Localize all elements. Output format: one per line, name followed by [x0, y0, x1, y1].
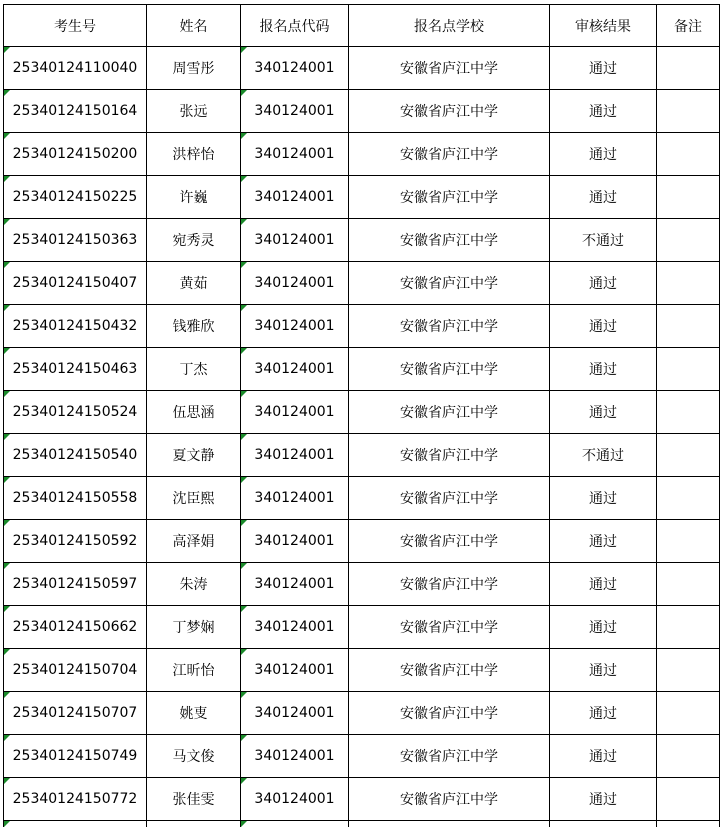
table-row: [4, 778, 720, 821]
cell-site-code[interactable]: 340124001: [241, 219, 349, 262]
cell-name[interactable]: 江昕怡: [147, 649, 241, 692]
cell-site-code[interactable]: 340124001: [241, 735, 349, 778]
cell-site-code[interactable]: 340124001: [241, 90, 349, 133]
cell-review-result[interactable]: [550, 821, 657, 827]
cell-note[interactable]: [657, 47, 720, 90]
cell-note[interactable]: [657, 735, 720, 778]
table-row: [4, 434, 720, 477]
cell-review-result[interactable]: 不通过: [550, 219, 657, 262]
cell-candidate-id[interactable]: 25340124150772: [4, 778, 147, 821]
cell-review-result[interactable]: 不通过: [550, 434, 657, 477]
cell-name[interactable]: 张佳雯: [147, 778, 241, 821]
review-results-table: [3, 4, 720, 827]
cell-review-result[interactable]: 通过: [550, 90, 657, 133]
table-row: [4, 821, 720, 827]
cell-candidate-id[interactable]: 25340124150200: [4, 133, 147, 176]
table-row: [4, 133, 720, 176]
table-row: [4, 606, 720, 649]
table-row: [4, 391, 720, 434]
cell-candidate-id[interactable]: 25340124150164: [4, 90, 147, 133]
cell-review-result[interactable]: 通过: [550, 133, 657, 176]
cell-name[interactable]: 夏文静: [147, 434, 241, 477]
cell-name[interactable]: 马文俊: [147, 735, 241, 778]
cell-site-code[interactable]: 340124001: [241, 391, 349, 434]
table-row: [4, 176, 720, 219]
cell-candidate-id[interactable]: 25340124150540: [4, 434, 147, 477]
cell-site-code[interactable]: 340124001: [241, 305, 349, 348]
cell-candidate-id[interactable]: 25340124150592: [4, 520, 147, 563]
cell-name[interactable]: 张远: [147, 90, 241, 133]
cell-site-school[interactable]: 安徽省庐江中学: [349, 434, 550, 477]
table-row: [4, 348, 720, 391]
cell-site-school[interactable]: 安徽省庐江中学: [349, 133, 550, 176]
cell-name[interactable]: 钱雅欣: [147, 305, 241, 348]
cell-site-school[interactable]: 安徽省庐江中学: [349, 477, 550, 520]
cell-site-school[interactable]: 安徽省庐江中学: [349, 692, 550, 735]
cell-site-code[interactable]: 340124001: [241, 176, 349, 219]
cell-candidate-id[interactable]: 25340124150225: [4, 176, 147, 219]
cell-site-school[interactable]: 安徽省庐江中学: [349, 262, 550, 305]
cell-site-code[interactable]: 340124001: [241, 133, 349, 176]
cell-site-school[interactable]: 安徽省庐江中学: [349, 219, 550, 262]
cell-name[interactable]: 许巍: [147, 176, 241, 219]
cell-candidate-id[interactable]: 25340124150407: [4, 262, 147, 305]
cell-note[interactable]: [657, 348, 720, 391]
cell-site-code[interactable]: 340124001: [241, 563, 349, 606]
cell-name[interactable]: 沈臣熙: [147, 477, 241, 520]
table-row: [4, 520, 720, 563]
cell-review-result[interactable]: 通过: [550, 563, 657, 606]
table-row: [4, 649, 720, 692]
cell-site-school[interactable]: 安徽省庐江中学: [349, 563, 550, 606]
cell-site-code[interactable]: 340124001: [241, 477, 349, 520]
cell-candidate-id[interactable]: 25340124150704: [4, 649, 147, 692]
cell-candidate-id[interactable]: 25340124150432: [4, 305, 147, 348]
cell-note[interactable]: [657, 133, 720, 176]
cell-review-result[interactable]: 通过: [550, 520, 657, 563]
cell-site-code[interactable]: 340124001: [241, 348, 349, 391]
cell-note[interactable]: [657, 649, 720, 692]
cell-candidate-id[interactable]: 25340124150662: [4, 606, 147, 649]
cell-candidate-id[interactable]: 25340124150707: [4, 692, 147, 735]
cell-candidate-id[interactable]: 25340124150749: [4, 735, 147, 778]
table-row: [4, 47, 720, 90]
table-row: [4, 262, 720, 305]
cell-site-code[interactable]: 340124001: [241, 692, 349, 735]
cell-candidate-id[interactable]: 25340124150524: [4, 391, 147, 434]
header-review-result[interactable]: 审核结果: [550, 5, 657, 47]
cell-name[interactable]: 洪梓怡: [147, 133, 241, 176]
cell-candidate-id[interactable]: 25340124110040: [4, 47, 147, 90]
cell-note[interactable]: [657, 262, 720, 305]
header-name[interactable]: 姓名: [147, 5, 241, 47]
cell-name[interactable]: [147, 821, 241, 827]
cell-site-school[interactable]: 安徽省庐江中学: [349, 90, 550, 133]
header-site-code[interactable]: 报名点代码: [241, 5, 349, 47]
table-row: [4, 305, 720, 348]
cell-review-result[interactable]: 通过: [550, 305, 657, 348]
cell-review-result[interactable]: 通过: [550, 176, 657, 219]
cell-note[interactable]: [657, 778, 720, 821]
header-row: [4, 5, 720, 47]
cell-note[interactable]: [657, 434, 720, 477]
cell-review-result[interactable]: 通过: [550, 391, 657, 434]
cell-site-code[interactable]: 340124001: [241, 606, 349, 649]
cell-site-school[interactable]: [349, 821, 550, 827]
cell-candidate-id[interactable]: [4, 821, 147, 827]
cell-note[interactable]: [657, 176, 720, 219]
cell-review-result[interactable]: 通过: [550, 692, 657, 735]
header-site-school[interactable]: 报名点学校: [349, 5, 550, 47]
cell-review-result[interactable]: 通过: [550, 348, 657, 391]
cell-site-school[interactable]: 安徽省庐江中学: [349, 606, 550, 649]
cell-name[interactable]: 高泽娟: [147, 520, 241, 563]
cell-review-result[interactable]: 通过: [550, 778, 657, 821]
cell-site-code[interactable]: 340124001: [241, 778, 349, 821]
cell-site-school[interactable]: 安徽省庐江中学: [349, 520, 550, 563]
cell-note[interactable]: [657, 305, 720, 348]
cell-site-school[interactable]: 安徽省庐江中学: [349, 47, 550, 90]
cell-review-result[interactable]: 通过: [550, 477, 657, 520]
cell-site-code[interactable]: 340124001: [241, 47, 349, 90]
cell-site-school[interactable]: 安徽省庐江中学: [349, 649, 550, 692]
cell-site-school[interactable]: 安徽省庐江中学: [349, 391, 550, 434]
table-body: [4, 47, 720, 827]
cell-candidate-id[interactable]: 25340124150363: [4, 219, 147, 262]
header-candidate-id[interactable]: 考生号: [4, 5, 147, 47]
header-note[interactable]: 备注: [657, 5, 720, 47]
cell-review-result[interactable]: 通过: [550, 649, 657, 692]
cell-review-result[interactable]: 通过: [550, 606, 657, 649]
cell-site-code[interactable]: 340124001: [241, 649, 349, 692]
cell-candidate-id[interactable]: 25340124150463: [4, 348, 147, 391]
table-row: [4, 563, 720, 606]
table-row: [4, 477, 720, 520]
table-row: [4, 219, 720, 262]
cell-name[interactable]: 姚叓: [147, 692, 241, 735]
table-row: [4, 735, 720, 778]
cell-note[interactable]: [657, 606, 720, 649]
cell-candidate-id[interactable]: 25340124150597: [4, 563, 147, 606]
cell-name[interactable]: 朱涛: [147, 563, 241, 606]
cell-note[interactable]: [657, 563, 720, 606]
cell-note[interactable]: [657, 821, 720, 827]
cell-note[interactable]: [657, 391, 720, 434]
cell-name[interactable]: 伍思涵: [147, 391, 241, 434]
cell-review-result[interactable]: 通过: [550, 735, 657, 778]
cell-name[interactable]: 黄茹: [147, 262, 241, 305]
cell-name[interactable]: 丁杰: [147, 348, 241, 391]
cell-site-school[interactable]: 安徽省庐江中学: [349, 176, 550, 219]
cell-note[interactable]: [657, 219, 720, 262]
cell-note[interactable]: [657, 477, 720, 520]
cell-site-school[interactable]: 安徽省庐江中学: [349, 348, 550, 391]
cell-site-code[interactable]: 340124001: [241, 262, 349, 305]
cell-site-school[interactable]: 安徽省庐江中学: [349, 735, 550, 778]
cell-note[interactable]: [657, 692, 720, 735]
table-row: [4, 90, 720, 133]
cell-site-code[interactable]: 340124001: [241, 520, 349, 563]
cell-review-result[interactable]: 通过: [550, 262, 657, 305]
cell-site-school[interactable]: 安徽省庐江中学: [349, 305, 550, 348]
cell-name[interactable]: 周雪彤: [147, 47, 241, 90]
cell-site-code[interactable]: 340124001: [241, 434, 349, 477]
cell-review-result[interactable]: 通过: [550, 47, 657, 90]
cell-site-code[interactable]: [241, 821, 349, 827]
cell-name[interactable]: 丁梦娴: [147, 606, 241, 649]
table-row: [4, 692, 720, 735]
cell-note[interactable]: [657, 90, 720, 133]
cell-name[interactable]: 宛秀灵: [147, 219, 241, 262]
cell-candidate-id[interactable]: 25340124150558: [4, 477, 147, 520]
cell-site-school[interactable]: 安徽省庐江中学: [349, 778, 550, 821]
cell-note[interactable]: [657, 520, 720, 563]
